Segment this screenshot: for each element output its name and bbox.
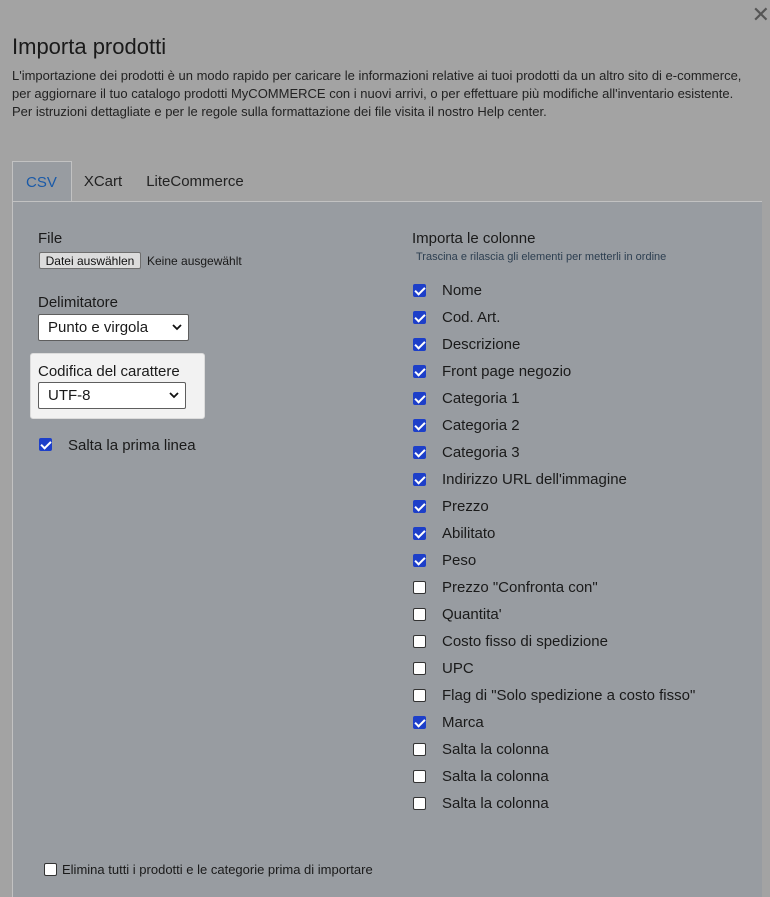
- column-checkbox[interactable]: [413, 689, 426, 702]
- column-label[interactable]: Abilitato: [442, 525, 496, 542]
- dialog-title: Importa prodotti: [12, 34, 167, 59]
- column-checkbox[interactable]: [413, 500, 426, 513]
- column-label[interactable]: Nome: [442, 282, 483, 299]
- encoding-value: UTF-8: [48, 387, 91, 404]
- delete-all-checkbox[interactable]: [44, 863, 57, 876]
- dialog-description: L'importazione dei prodotti è un modo rapido per caricare le informazioni relative ai tuoi prodotti da un altro sito di e-commerce, per aggiornare il tuo catalogo prodotti MyCOMMERCE con i nuovi arrivi, o per effettuare più modifiche all'inventario esistente. Per istruzioni dettagliate e per le regole sulla formattazione dei file visita il nostro Help center.: [12, 68, 742, 119]
- tab-bar: [12, 161, 256, 202]
- column-label[interactable]: Salta la colonna: [442, 741, 549, 758]
- column-label[interactable]: Categoria 2: [442, 417, 520, 434]
- tab-litecommerce[interactable]: LiteCommerce: [146, 173, 244, 190]
- column-label[interactable]: UPC: [442, 660, 474, 677]
- column-label[interactable]: Salta la colonna: [442, 768, 549, 785]
- column-checkbox[interactable]: [413, 365, 426, 378]
- column-checkbox[interactable]: [413, 581, 426, 594]
- column-label[interactable]: Categoria 1: [442, 390, 520, 407]
- delimiter-label: Delimitatore: [38, 294, 119, 311]
- encoding-label: Codifica del carattere: [38, 363, 180, 380]
- column-checkbox[interactable]: [413, 311, 426, 324]
- delimiter-select[interactable]: [38, 314, 189, 341]
- columns-hint: Trascina e rilascia gli elementi per metterli in ordine: [416, 251, 667, 263]
- choose-file-button[interactable]: Datei auswählen: [39, 252, 141, 269]
- skip-first-line-checkbox[interactable]: [39, 438, 52, 451]
- column-checkbox[interactable]: [413, 743, 426, 756]
- column-label[interactable]: Indirizzo URL dell'immagine: [442, 471, 627, 488]
- column-label[interactable]: Salta la colonna: [442, 795, 549, 812]
- delete-all-label: Elimina tutti i prodotti e le categorie prima di importare: [62, 862, 373, 877]
- file-status: Keine ausgewählt: [147, 254, 242, 268]
- columns-title: Importa le colonne: [412, 230, 536, 247]
- column-checkbox[interactable]: [413, 338, 426, 351]
- tab-csv[interactable]: CSV: [12, 161, 72, 203]
- column-checkbox[interactable]: [413, 797, 426, 810]
- column-checkbox[interactable]: [413, 716, 426, 729]
- column-label[interactable]: Prezzo "Confronta con": [442, 579, 598, 596]
- encoding-field-highlight: [30, 353, 205, 419]
- column-label[interactable]: Cod. Art.: [442, 309, 501, 326]
- column-checkbox[interactable]: [413, 473, 426, 486]
- tab-panel-csv: [12, 201, 762, 897]
- file-label: File: [38, 230, 63, 247]
- chevron-down-icon: [169, 390, 179, 400]
- column-checkbox[interactable]: [413, 770, 426, 783]
- encoding-select[interactable]: [38, 382, 186, 409]
- delimiter-value: Punto e virgola: [48, 319, 149, 336]
- column-label[interactable]: Front page negozio: [442, 363, 572, 380]
- column-checkbox[interactable]: [413, 392, 426, 405]
- column-label[interactable]: Categoria 3: [442, 444, 520, 461]
- column-label[interactable]: Peso: [442, 552, 477, 569]
- column-checkbox[interactable]: [413, 284, 426, 297]
- tab-xcart[interactable]: XCart: [83, 173, 123, 190]
- column-checkbox[interactable]: [413, 635, 426, 648]
- column-checkbox[interactable]: [413, 527, 426, 540]
- column-label[interactable]: Costo fisso di spedizione: [442, 633, 608, 650]
- column-label[interactable]: Flag di "Solo spedizione a costo fisso": [442, 687, 696, 704]
- chevron-down-icon: [172, 322, 182, 332]
- column-label[interactable]: Descrizione: [442, 336, 521, 353]
- column-checkbox[interactable]: [413, 554, 426, 567]
- column-label[interactable]: Marca: [442, 714, 484, 731]
- column-checkbox[interactable]: [413, 608, 426, 621]
- close-icon[interactable]: ✕: [751, 2, 770, 27]
- column-checkbox[interactable]: [413, 419, 426, 432]
- column-checkbox[interactable]: [413, 446, 426, 459]
- skip-first-line-label: Salta la prima linea: [68, 437, 196, 454]
- column-checkbox[interactable]: [413, 662, 426, 675]
- column-label[interactable]: Prezzo: [442, 498, 489, 515]
- column-label[interactable]: Quantita': [442, 606, 502, 623]
